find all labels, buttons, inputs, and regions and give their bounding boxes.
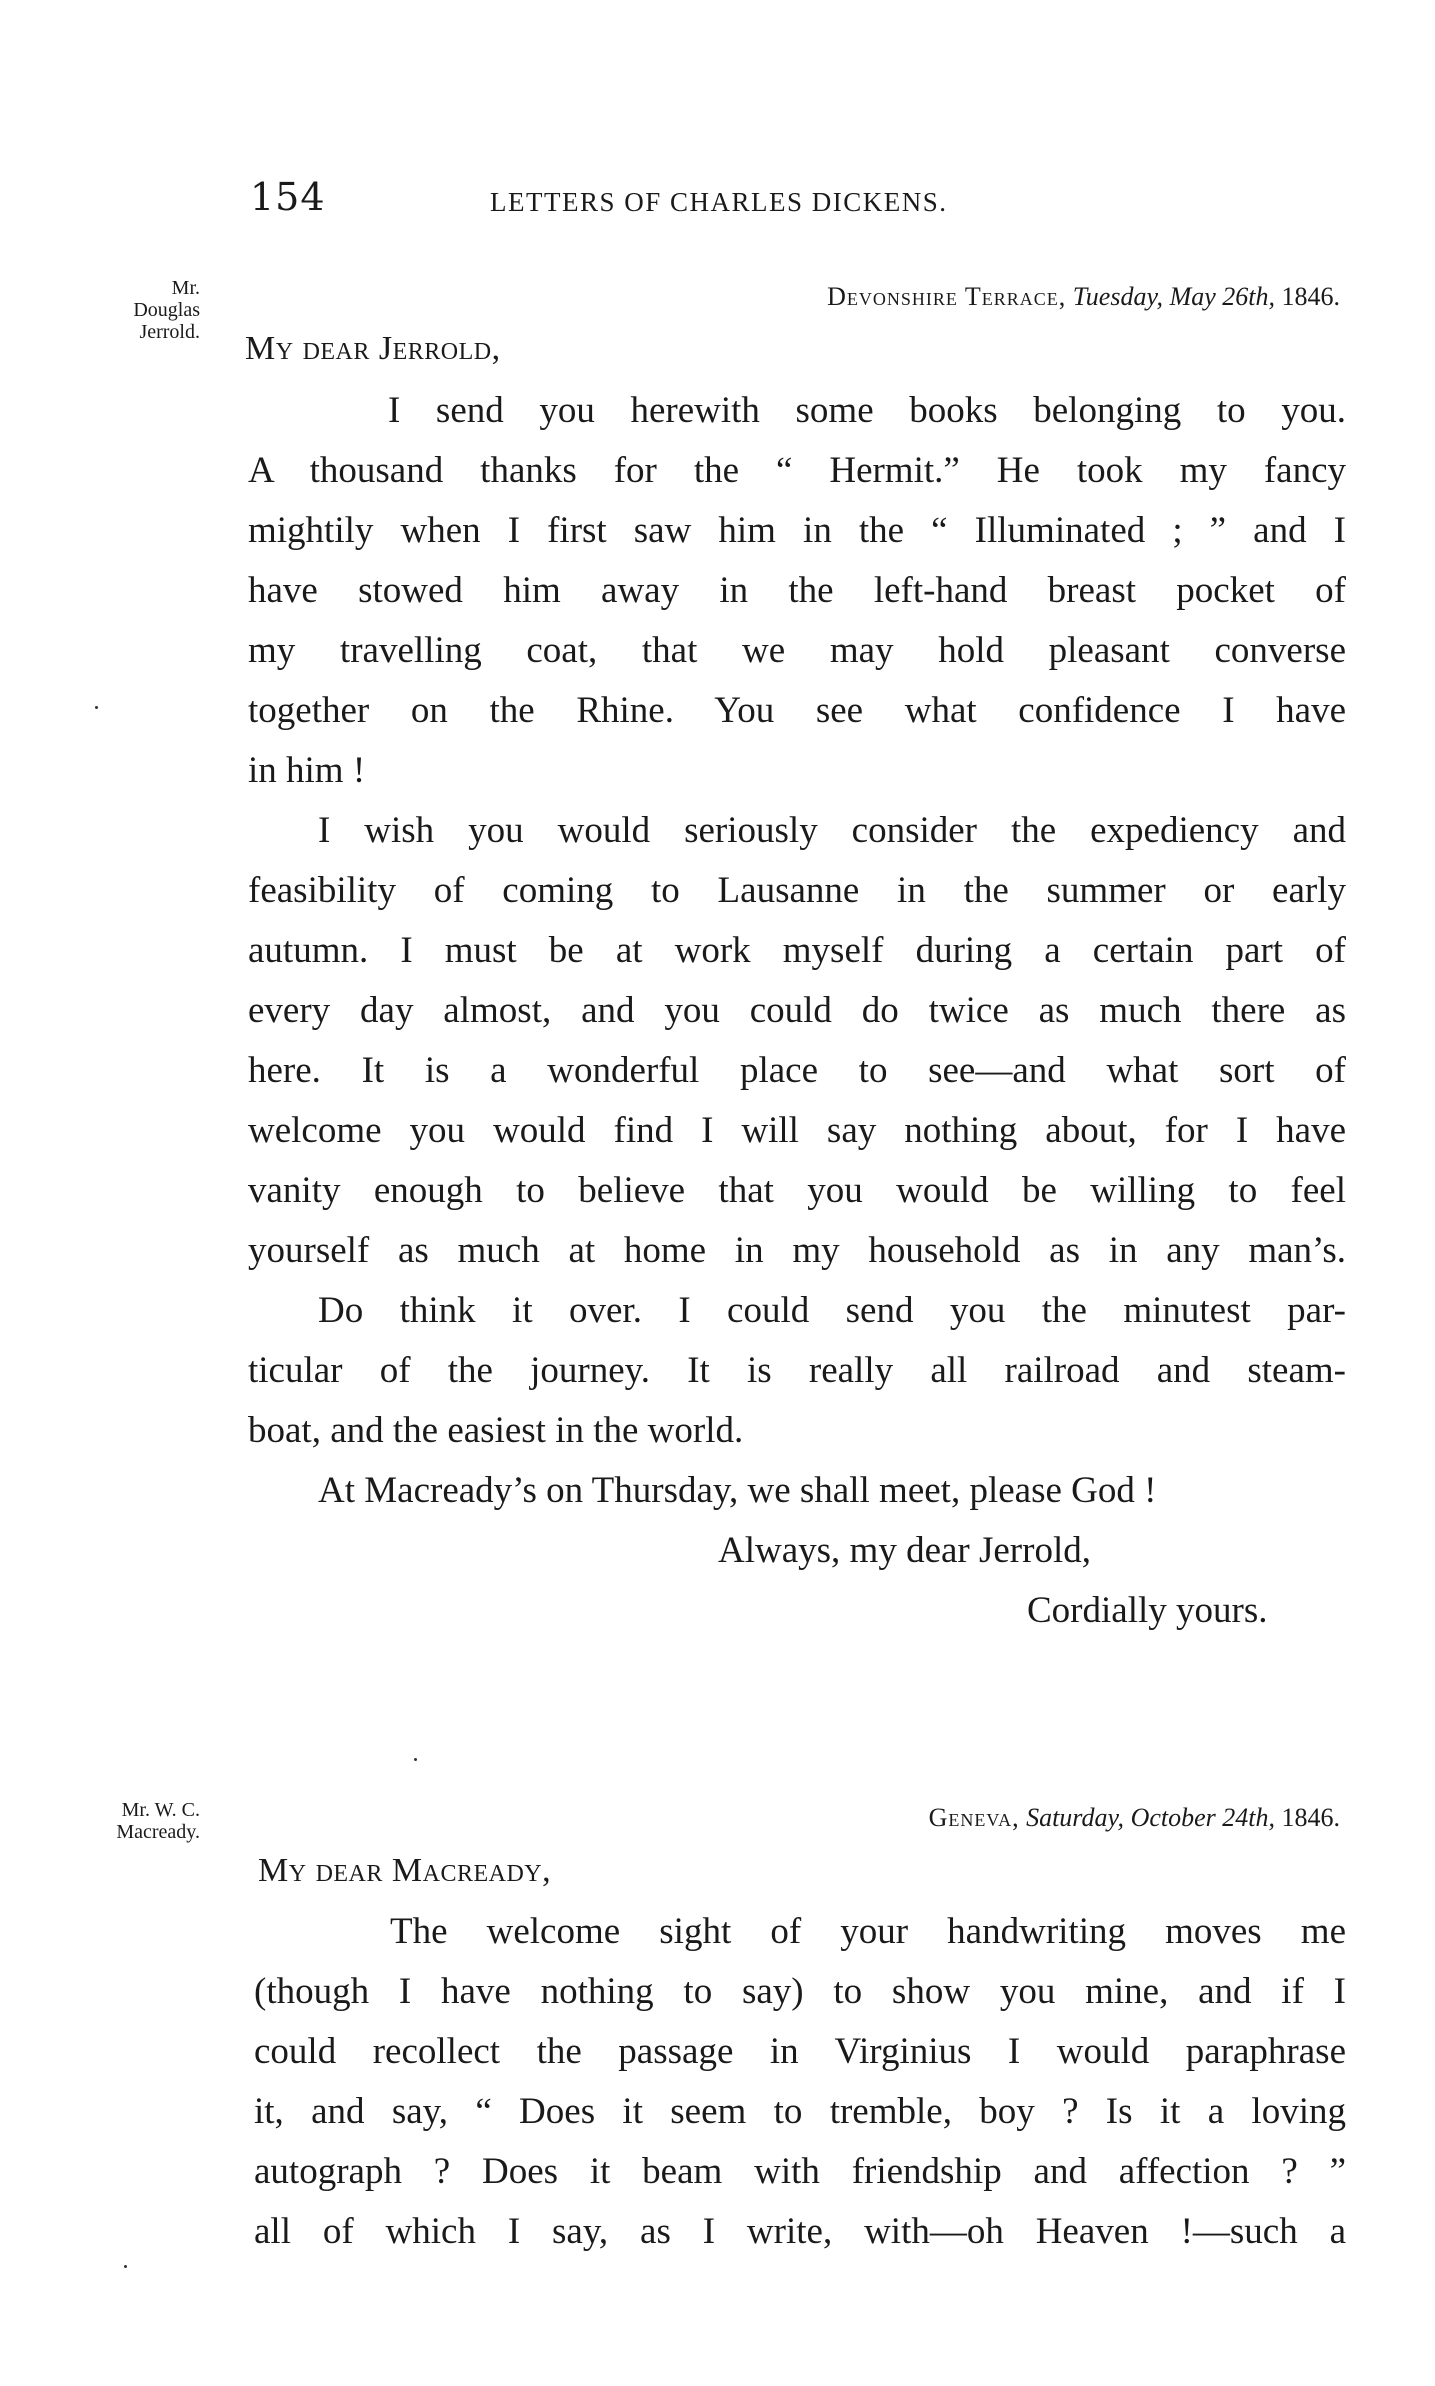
- letter-2-body: [254, 1902, 1346, 2262]
- dateline-day: Tuesday,: [1072, 282, 1164, 311]
- text-line: have stowed him away in the left-hand breast pocket of: [248, 570, 1346, 611]
- side-note-line: Douglas: [133, 299, 200, 321]
- side-note-line: Mr. W. C.: [121, 1799, 200, 1821]
- dateline-day: Saturday,: [1026, 1803, 1125, 1832]
- text-line: vanity enough to believe that you would be willing to feel: [248, 1170, 1346, 1211]
- dateline-month: October: [1130, 1803, 1216, 1832]
- text-line: autograph ? Does it beam with friendship and affection ? ”: [254, 2151, 1346, 2192]
- text-line: Do think it over. I could send you the minutest par-: [318, 1290, 1346, 1331]
- text-line: all of which I say, as I write, with—oh Heaven !—such a: [254, 2211, 1346, 2252]
- dateline-date: 24th,: [1222, 1803, 1275, 1832]
- dateline-place: Devonshire Terrace,: [827, 282, 1067, 311]
- text-line: ticular of the journey. It is really all railroad and steam-: [248, 1350, 1346, 1391]
- side-note-macready: [60, 1799, 200, 1843]
- text-line: welcome you would find I will say nothing about, for I have: [248, 1110, 1346, 1151]
- letter-1-body: [248, 381, 1346, 1521]
- dateline-year: 1846.: [1281, 1803, 1340, 1832]
- print-speck: [95, 706, 98, 709]
- dateline-date: 26th,: [1222, 282, 1275, 311]
- paragraph: [248, 381, 1346, 801]
- text-line: it, and say, “ Does it seem to tremble, boy ? Is it a loving: [254, 2091, 1346, 2132]
- page-number: 154: [250, 175, 326, 219]
- closing-line: Always, my dear Jerrold,: [718, 1530, 1091, 1571]
- side-note-line: Macready.: [116, 1821, 200, 1843]
- text-line: every day almost, and you could do twice as much there as: [248, 990, 1346, 1031]
- dateline-letter-1: [827, 282, 1340, 312]
- salutation-letter-1: My dear Jerrold,: [245, 330, 501, 367]
- text-line: I send you herewith some books belonging to you.: [388, 390, 1346, 431]
- dateline-month: May: [1169, 282, 1216, 311]
- text-line: in him !: [248, 750, 366, 791]
- dateline-place: Geneva,: [928, 1803, 1020, 1832]
- closing-signature: Cordially yours.: [1027, 1590, 1268, 1631]
- text-line: I wish you would seriously consider the expediency and: [318, 810, 1346, 851]
- running-title: LETTERS OF CHARLES DICKENS.: [490, 187, 948, 217]
- text-line: feasibility of coming to Lausanne in the summer or early: [248, 870, 1346, 911]
- paragraph: [248, 801, 1346, 1281]
- dateline-letter-2: [929, 1803, 1340, 1833]
- print-speck: [124, 2265, 127, 2268]
- text-line: my travelling coat, that we may hold pleasant converse: [248, 630, 1346, 671]
- text-line: At Macready’s on Thursday, we shall meet, please God !: [318, 1470, 1157, 1511]
- side-note-jerrold: [60, 277, 200, 343]
- text-line: The welcome sight of your handwriting moves me: [390, 1911, 1346, 1952]
- paragraph: [254, 1902, 1346, 2262]
- side-note-line: Mr.: [171, 277, 200, 299]
- side-note-line: Jerrold.: [139, 321, 200, 343]
- text-line: (though I have nothing to say) to show you mine, and if I: [254, 1971, 1346, 2012]
- paragraph: [248, 1461, 1346, 1521]
- text-line: together on the Rhine. You see what confidence I have: [248, 690, 1346, 731]
- text-line: yourself as much at home in my household as in any man’s.: [248, 1230, 1346, 1271]
- dateline-year: 1846.: [1281, 282, 1340, 311]
- text-line: A thousand thanks for the “ Hermit.” He took my fancy: [248, 450, 1346, 491]
- text-line: mightily when I first saw him in the “ Illuminated ; ” and I: [248, 510, 1346, 551]
- text-line: autumn. I must be at work myself during a certain part of: [248, 930, 1346, 971]
- running-head: [250, 175, 1340, 235]
- salutation-letter-2: My dear Macready,: [258, 1852, 552, 1889]
- text-line: here. It is a wonderful place to see—and what sort of: [248, 1050, 1346, 1091]
- paragraph: [248, 1281, 1346, 1461]
- text-line: boat, and the easiest in the world.: [248, 1410, 744, 1451]
- text-line: could recollect the passage in Virginius I would paraphrase: [254, 2031, 1346, 2072]
- print-speck: [414, 1758, 417, 1761]
